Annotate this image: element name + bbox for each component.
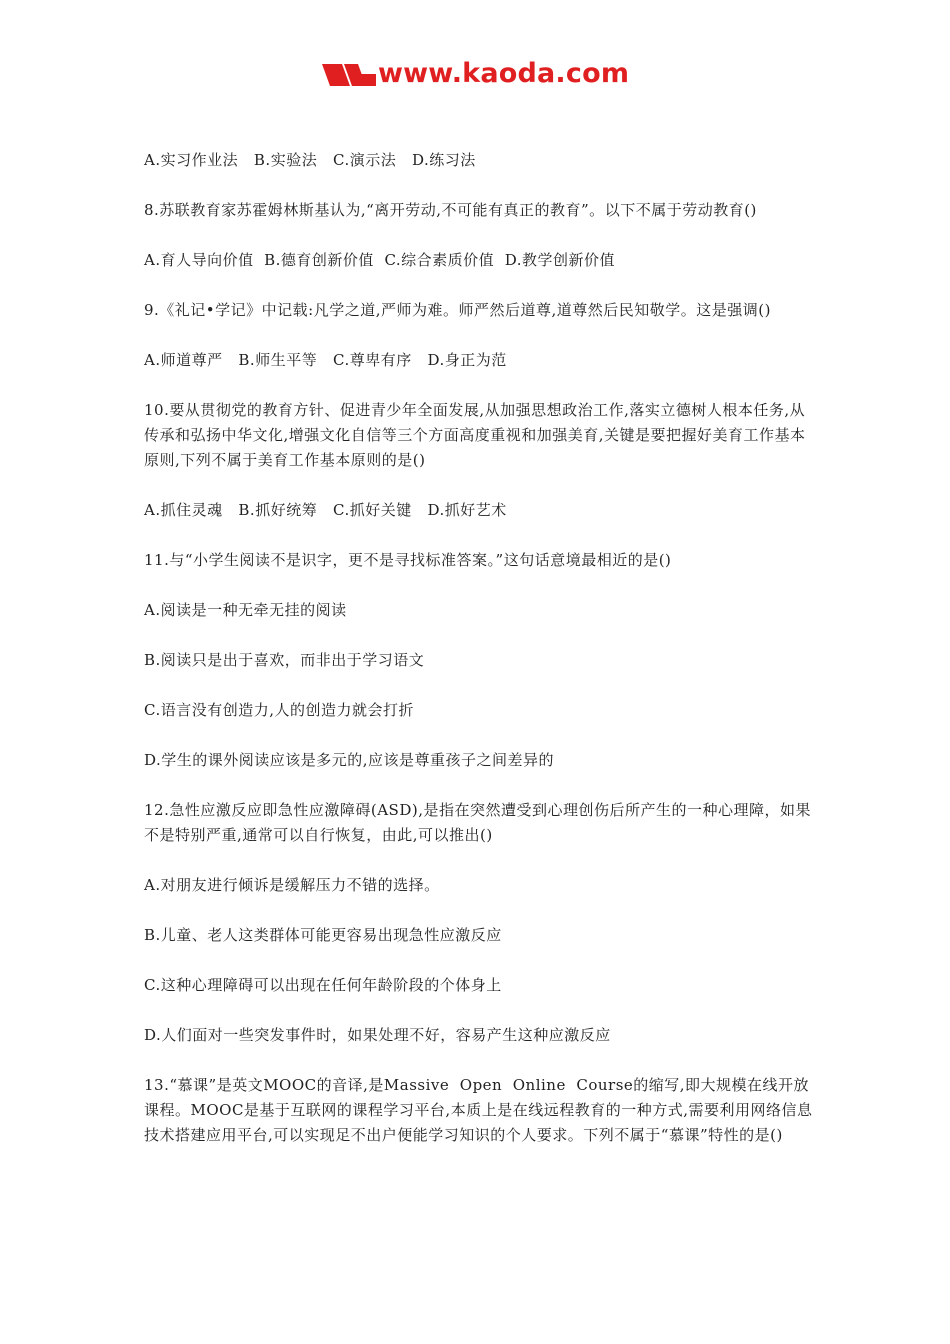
question-13: 13.“慕课”是英文MOOC的音译,是Massive Open Online Course的缩写,即大规模在线开放课程。MOOC是基于互联网的课程学习平台,本质上是在线远程教育的一种方式,需要利用网络信息技术搭建应用平台,可以实现足不出户便能学习知识的个人要求。下列不属于“慕课”特性的是() bbox=[144, 1076, 813, 1144]
option-a-q11: A.阅读是一种无牵无挂的阅读 bbox=[144, 601, 347, 619]
question-9: 9.《礼记•学记》中记载:凡学之道,严师为难。师严然后道尊,道尊然后民知敬学。这是强调() bbox=[144, 301, 771, 319]
question-8: 8.苏联教育家苏霍姆林斯基认为,“离开劳动,不可能有真正的教育”。以下不属于劳动教育() bbox=[144, 201, 757, 219]
question-12: 12.急性应激反应即急性应激障碍(ASD),是指在突然遭受到心理创伤后所产生的一种心理障，如果不是特别严重,通常可以自行恢复，由此,可以推出() bbox=[144, 801, 811, 844]
site-header bbox=[318, 54, 648, 98]
option-line-q8: A.育人导向价值 B.德育创新价值 C.综合素质价值 D.教学创新价值 bbox=[144, 251, 615, 269]
kaoda-logo-icon bbox=[320, 60, 378, 88]
option-line-q7: A.实习作业法 B.实验法 C.演示法 D.练习法 bbox=[144, 151, 476, 169]
option-b-q11: B.阅读只是出于喜欢，而非出于学习语文 bbox=[144, 651, 425, 669]
site-url-logo: www.kaoda.com bbox=[378, 58, 630, 89]
option-line-q10: A.抓住灵魂 B.抓好统筹 C.抓好关键 D.抓好艺术 bbox=[144, 501, 507, 519]
question-10: 10.要从贯彻党的教育方针、促进青少年全面发展,从加强思想政治工作,落实立德树人根本任务,从传承和弘扬中华文化,增强文化自信等三个方面高度重视和加强美育,关键是要把握好美育工作基本原则,下列不属于美育工作基本原则的是() bbox=[144, 401, 806, 469]
option-d-q11: D.学生的课外阅读应该是多元的,应该是尊重孩子之间差异的 bbox=[144, 751, 555, 769]
option-a-q12: A.对朋友进行倾诉是缓解压力不错的选择。 bbox=[144, 876, 440, 894]
document-body bbox=[144, 148, 820, 1173]
option-c-q12: C.这种心理障碍可以出现在任何年龄阶段的个体身上 bbox=[144, 976, 502, 994]
question-11: 11.与“小学生阅读不是识字，更不是寻找标准答案。”这句话意境最相近的是() bbox=[144, 551, 672, 569]
option-d-q12: D.人们面对一些突发事件时，如果处理不好，容易产生这种应激反应 bbox=[144, 1026, 611, 1044]
option-line-q9: A.师道尊严 B.师生平等 C.尊卑有序 D.身正为范 bbox=[144, 351, 507, 369]
option-c-q11: C.语言没有创造力,人的创造力就会打折 bbox=[144, 701, 414, 719]
option-b-q12: B.儿童、老人这类群体可能更容易出现急性应激反应 bbox=[144, 926, 502, 944]
